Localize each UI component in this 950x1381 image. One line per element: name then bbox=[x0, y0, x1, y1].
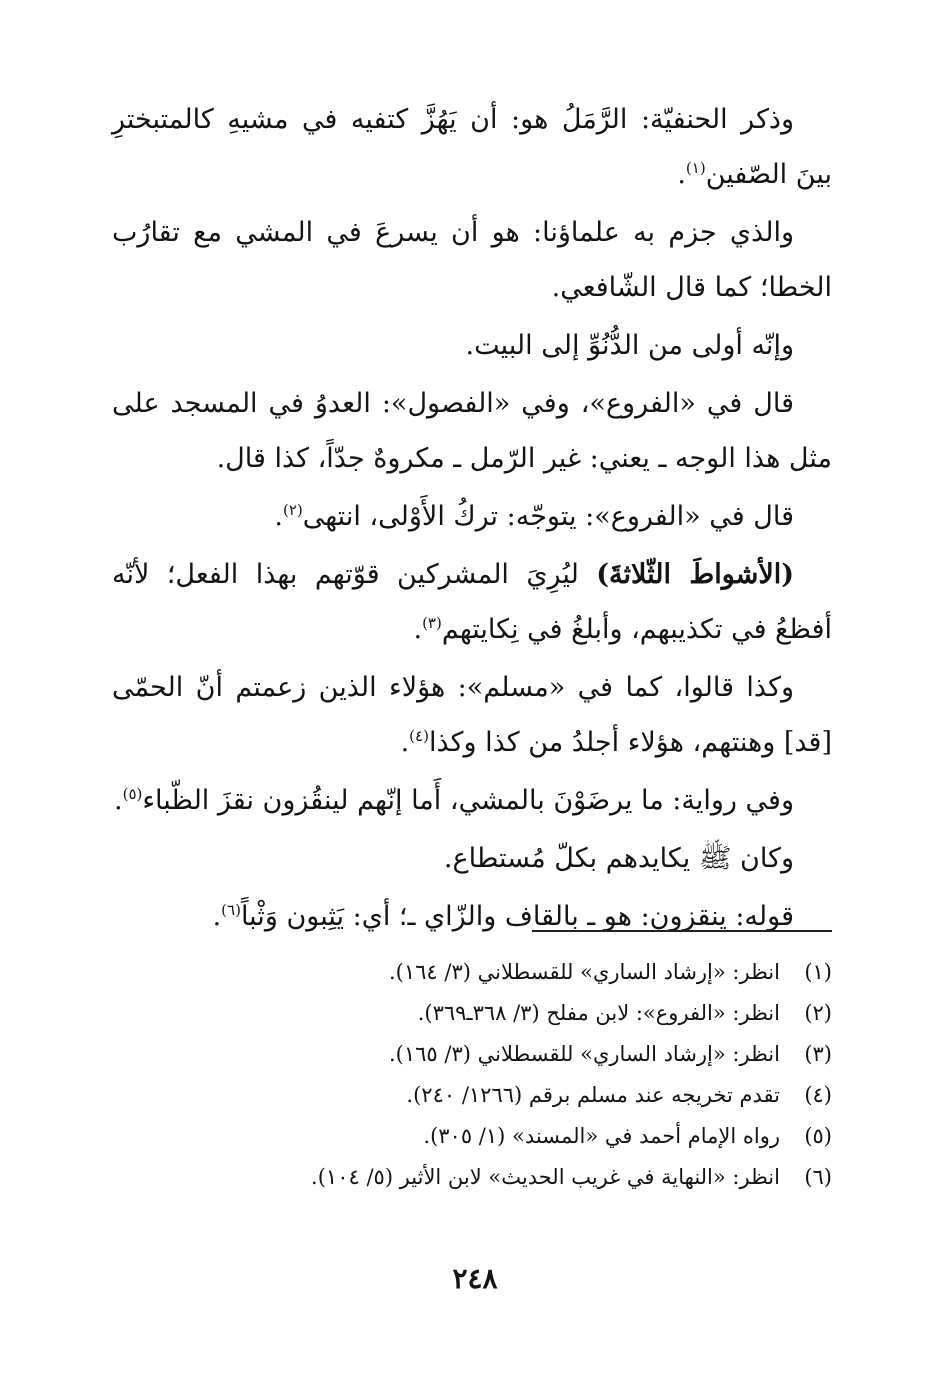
footnotes bbox=[120, 952, 832, 1198]
paragraph-10: قوله: ينقزون: هو ـ بالقاف والزّاي ـ؛ أي: يَثِبون وَثْباً$^{(٦)}$. bbox=[212, 901, 794, 932]
paragraph-6: (الأشواطَ الثّلاثةَ) ليُرِيَ المشركين قوّتهم بهذا الفعل؛ لأنّه أفظعُ في تكذيبهم، وأبلغُ في نِكايتهم$^{(٣)}$. bbox=[112, 559, 832, 645]
paragraph-7: وكذا قالوا، كما في «مسلم»: هؤلاء الذين زعمتم أنّ الحمّى [قد] وهنتهم، هؤلاء أجلدُ من كذا وكذا$^{(٤)}$. bbox=[112, 672, 832, 758]
footnote-1: (١)انظر: «إرشاد الساري» للقسطلاني (٣/ ١٦٤). bbox=[388, 960, 832, 984]
paragraph-3: وإنّه أولى من الدُّنُوِّ إلى البيت. bbox=[465, 330, 794, 361]
footnote-ref-3: (٣) bbox=[422, 614, 442, 632]
footnote-3: (٣)انظر: «إرشاد الساري» للقسطلاني (٣/ ١٦٥). bbox=[388, 1042, 832, 1066]
footnote-6: (٦)انظر: «النهاية في غريب الحديث» لابن الأثير (٥/ ١٠٤). bbox=[311, 1165, 832, 1189]
matn-quote: (الأشواطَ الثّلاثةَ) bbox=[596, 559, 794, 590]
paragraph-9: وكان ﷺ يكايدهم بكلّ مُستطاع. bbox=[443, 843, 794, 874]
footnote-ref-6: (٦) bbox=[221, 901, 241, 919]
footnote-ref-4: (٤) bbox=[409, 727, 429, 745]
footnote-ref-1: (١) bbox=[685, 159, 706, 177]
page-number: ٢٤٨ bbox=[452, 1262, 498, 1295]
footnote-divider bbox=[532, 930, 832, 932]
footnote-2: (٢)انظر: «الفروع»: لابن مفلح (٣/ ٣٦٨ـ٣٦٩). bbox=[417, 1001, 832, 1025]
paragraph-4: قال في «الفروع»، وفي «الفصول»: العدوُ في المسجد على مثل هذا الوجه ـ يعني: غير الرّمل ـ مكروهٌ جدّاً، كذا قال. bbox=[112, 388, 832, 474]
footnote-ref-2: (٢) bbox=[282, 501, 303, 519]
footnote-ref-5: (٥) bbox=[122, 785, 143, 803]
footnote-5: (٥)رواه الإمام أحمد في «المسند» (١/ ٣٠٥). bbox=[423, 1124, 832, 1148]
paragraph-1: وذكر الحنفيّة: الرَّمَلُ هو: أن يَهُزَّ كتفيه في مشيهِ كالمتبخترِ بينَ الصّفين$^{(١)}$. bbox=[112, 104, 832, 190]
paragraph-8: وفي رواية: ما يرضَوْنَ بالمشي، أَما إنّهم لينقُزون نقزَ الظّباء$^{(٥)}$. bbox=[113, 785, 794, 816]
main-text bbox=[112, 92, 832, 947]
paragraph-5: قال في «الفروع»: يتوجّه: تركُ الأَوْلى، انتهى$^{(٢)}$. bbox=[274, 501, 794, 532]
paragraph-2: والذي جزم به علماؤنا: هو أن يسرعَ في المشي مع تقارُب الخطا؛ كما قال الشّافعي. bbox=[112, 217, 832, 303]
footnote-4: (٤)تقدم تخريجه عند مسلم برقم (١٢٦٦/ ٢٤٠). bbox=[406, 1083, 832, 1107]
